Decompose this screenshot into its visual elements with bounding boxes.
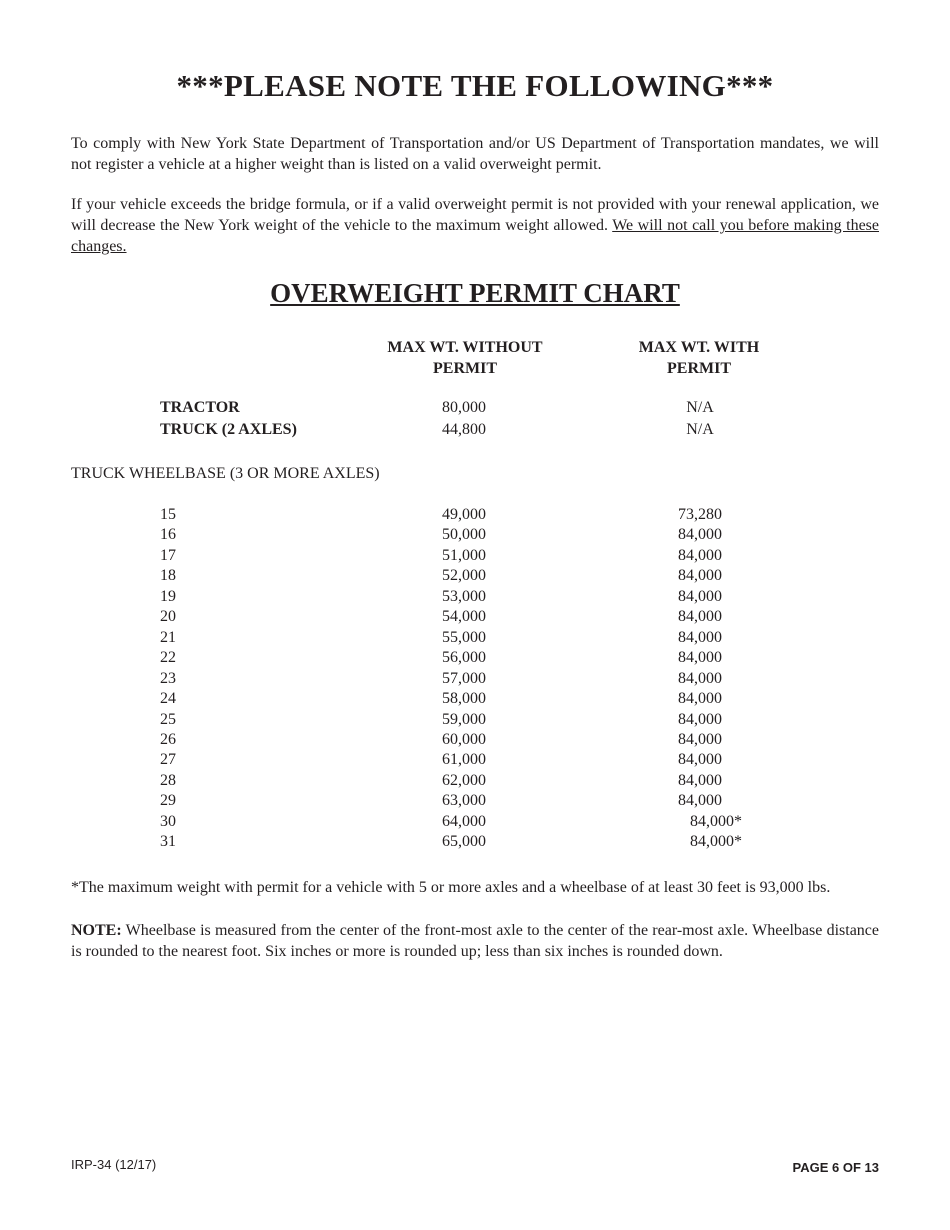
column-header-with-line2: PERMIT [667,360,731,377]
table-row [0,771,950,791]
max-weight-with-permit: 84,000 [678,628,722,646]
max-weight-with-permit: 84,000 [678,587,722,605]
table-row [0,546,950,566]
max-weight-without-permit: 58,000 [442,690,486,708]
bridge-formula-text: If your vehicle exceeds the bridge formula, or if a valid overweight permit is not provided with your renewal application, we will decrease the New York weight of the vehicle to the maximum weight allowed. [71,196,879,234]
max-weight-without-permit: 61,000 [442,751,486,769]
max-weight-with-permit: N/A [686,399,714,416]
row-label: 31 [160,833,176,851]
max-weight-without-permit: 54,000 [442,608,486,626]
max-weight-without-permit: 80,000 [442,399,486,416]
row-label: 21 [160,628,176,646]
column-header-with-permit [579,337,819,379]
row-label: 28 [160,771,176,789]
max-weight-without-permit: 52,000 [442,567,486,585]
max-weight-with-permit: 84,000 [678,730,722,748]
row-label: 16 [160,526,176,544]
max-weight-without-permit: 62,000 [442,771,486,789]
max-weight-with-permit: 84,000 [678,669,722,687]
max-weight-without-permit: 65,000 [442,833,486,851]
table-row [0,689,950,709]
max-weight-without-permit: 51,000 [442,546,486,564]
chart-title: OVERWEIGHT PERMIT CHART [270,278,680,308]
table-row [0,812,950,832]
max-weight-without-permit: 55,000 [442,628,486,646]
max-weight-without-permit: 57,000 [442,669,486,687]
max-weight-without-permit: 56,000 [442,649,486,667]
max-weight-with-permit: 84,000 [678,608,722,626]
table-row [0,607,950,627]
no-call-warning: We will not call you before making these changes. [71,217,880,255]
column-header-with-line1: MAX WT. WITH [638,339,760,356]
page-number: PAGE 6 OF 13 [792,1160,879,1175]
table-row [0,505,950,525]
max-weight-with-permit: 84,000 [678,546,722,564]
row-label: 26 [160,730,176,748]
footnote: *The maximum weight with permit for a vehicle with 5 or more axles and a wheelbase of at least 30 feet is 93,000 lbs. [71,879,831,896]
wheelbase-section-label: TRUCK WHEELBASE (3 OR MORE AXLES) [71,465,380,482]
row-label: 23 [160,669,176,687]
max-weight-with-permit: 84,000 [678,526,722,544]
row-label: 15 [160,506,176,523]
max-weight-with-permit: 84,000 [678,792,722,810]
note-text: Wheelbase is measured from the center of the front-most axle to the center of the rear-most axle. Wheelbase distance is rounded to the nearest foot. Six inches or more is rounded up; less than six inches is rounded down. [71,922,879,960]
table-row [0,587,950,607]
max-weight-with-permit: N/A [686,421,714,438]
max-weight-without-permit: 63,000 [442,792,486,810]
max-weight-with-permit: 84,000 [678,649,722,667]
max-weight-without-permit: 44,800 [442,421,486,438]
note-label: NOTE: [71,922,122,939]
column-header-without-permit [345,337,585,379]
max-weight-without-permit: 50,000 [442,526,486,544]
table-row [0,791,950,811]
max-weight-without-permit: 59,000 [442,710,486,728]
column-header-without-line1: MAX WT. WITHOUT [387,339,543,356]
max-weight-without-permit: 60,000 [442,730,486,748]
table-row [0,832,950,852]
table-row [0,669,950,689]
row-label: 20 [160,608,176,626]
intro-paragraph-mandates: To comply with New York State Department of Transportation and/or US Department of Transportation mandates, we will not register a vehicle at a higher weight than is listed on a valid overweight permit. [71,135,879,173]
row-label: 29 [160,792,176,810]
max-weight-with-permit: 84,000 [678,710,722,728]
max-weight-without-permit: 49,000 [442,506,486,523]
table-row [0,648,950,668]
row-label: 19 [160,587,176,605]
form-id: IRP-34 (12/17) [71,1157,157,1172]
max-weight-with-permit: 84,000* [690,812,742,830]
max-weight-with-permit: 84,000 [678,567,722,585]
table-row [0,420,950,440]
row-label: 22 [160,649,176,667]
max-weight-with-permit: 84,000* [690,833,742,851]
table-row [0,566,950,586]
table-row [0,628,950,648]
table-row [0,750,950,770]
row-label: 17 [160,546,176,564]
max-weight-with-permit: 84,000 [678,771,722,789]
row-label: 25 [160,710,176,728]
column-header-without-line2: PERMIT [433,360,497,377]
row-label: TRACTOR [160,399,240,416]
wheelbase-note [71,920,879,962]
row-label: 18 [160,567,176,585]
row-label: 24 [160,690,176,708]
max-weight-with-permit: 84,000 [678,751,722,769]
max-weight-with-permit: 84,000 [678,690,722,708]
table-row [0,730,950,750]
page-title: ***PLEASE NOTE THE FOLLOWING*** [176,68,774,103]
intro-paragraph-bridge-formula [71,194,879,257]
table-row [0,398,950,418]
max-weight-with-permit: 73,280 [678,506,722,523]
row-label: 27 [160,751,176,769]
row-label: 30 [160,812,176,830]
max-weight-without-permit: 64,000 [442,812,486,830]
table-row [0,525,950,545]
row-label: TRUCK (2 AXLES) [160,421,297,438]
max-weight-without-permit: 53,000 [442,587,486,605]
table-row [0,710,950,730]
